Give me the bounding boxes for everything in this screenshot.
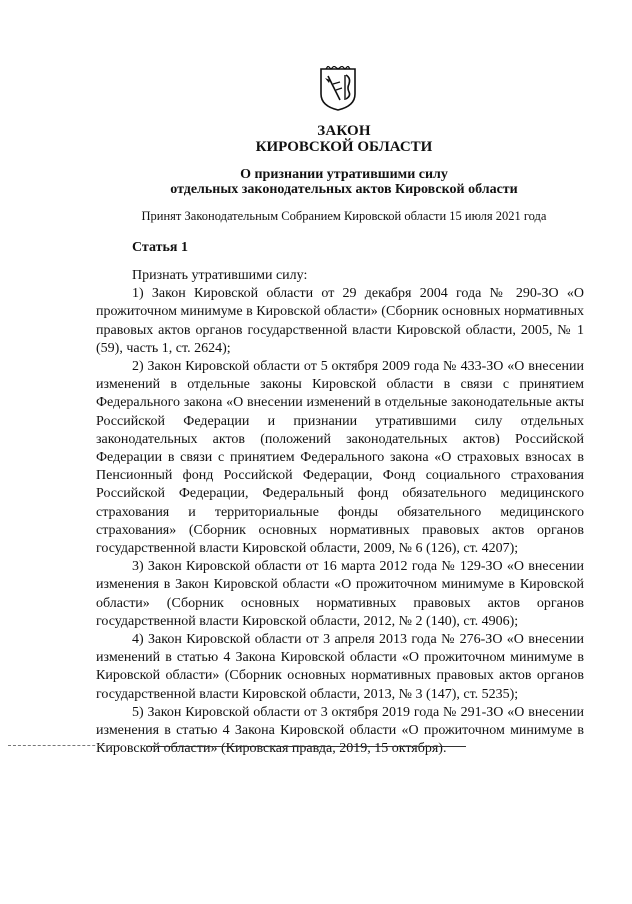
acceptance-note: Принят Законодательным Собранием Кировской области 15 июля 2021 года: [141, 209, 547, 223]
paragraph-item-4: 4) Закон Кировской области от 3 апреля 2013 года № 276-ЗО «О внесении изменений в статью 4 Закона Кировской области «О прожиточном минимуме в Кировской области» (Сборник основных нормативных правовых актов органов государственной власти Кировской области, 2013, № 3 (147), ст. 5235);: [96, 632, 584, 702]
paragraph-item-2: 2) Закон Кировской области от 5 октября 2009 года № 433-ЗО «О внесении изменений в отдельные законы Кировской области в связи с принятием Федерального закона «О внесении изменений в отдельные законодательные акты Российской Федерации и признании утратившими силу отдельных законодательных актов (положений законодательных актов) Российской Федерации в связи с принятием Федерального закона «О страховых взносах в Пенсионный фонд Российской Федерации, Фонд социального страхования Российской Федерации, Федеральный фонд обязательного медицинского страхования и территориальные фонды обязательного медицинского страхования» (Сборник основных нормативных правовых актов органов государственной власти Кировской области, 2009, № 6 (126), ст. 4207);: [96, 359, 584, 557]
document-title: ЗАКОН: [317, 123, 371, 139]
document-title-region: КИРОВСКОЙ ОБЛАСТИ: [255, 139, 433, 155]
article-body: [96, 267, 584, 758]
paragraph-intro: Признать утратившими силу:: [132, 268, 308, 283]
scan-artifact-strike-line: [146, 746, 466, 747]
scan-artifact-dashed-line: [8, 745, 120, 746]
document-subtitle-line-2: отдельных законодательных актов Кировской области: [170, 182, 518, 197]
document-subtitle-line-1: О признании утратившими силу: [240, 167, 448, 182]
kirov-region-coat-of-arms-icon: [318, 66, 358, 112]
paragraph-item-1: 1) Закон Кировской области от 29 декабря 2004 года № 290-ЗО «О прожиточном минимуме в Кировской области» (Сборник основных нормативных правовых актов органов государственной власти Кировской области, 2005, № 1 (59), часть 1, ст. 2624);: [96, 286, 584, 356]
paragraph-item-5: 5) Закон Кировской области от 3 октября 2019 года № 291-ЗО «О внесении изменения в статью 4 Закона Кировской области «О прожиточном минимуме в Кировской области» (Кировская правда, 2019, 15 октября).: [96, 704, 584, 757]
article-heading: Статья 1: [132, 240, 188, 255]
paragraph-item-3: 3) Закон Кировской области от 16 марта 2012 года № 129-ЗО «О внесении изменения в Закон Кировской области «О прожиточном минимуме в Кировской области» (Сборник основных нормативных правовых актов органов государственной власти Кировской области, 2012, № 2 (140), ст. 4906);: [96, 559, 584, 629]
